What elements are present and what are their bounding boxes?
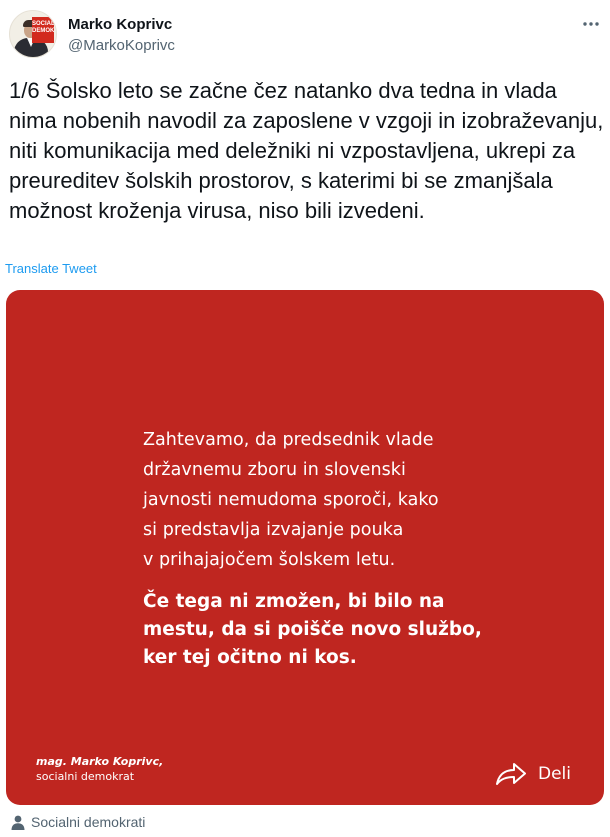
tweet-header — [0, 6, 610, 66]
avatar-badge: SOCIAL DEMOK — [32, 17, 54, 43]
image-card[interactable] — [6, 290, 604, 805]
card-quote-line: javnosti nemudoma sporoči, kako — [143, 490, 439, 510]
tagged-user-label: Socialni demokrati — [31, 814, 146, 830]
card-body — [143, 425, 483, 672]
share-label: Deli — [538, 764, 571, 784]
card-quote — [143, 425, 483, 575]
avatar[interactable] — [9, 10, 57, 58]
signature-name: mag. Marko Koprivc, — [36, 755, 164, 768]
card-bold-line: mestu, da si poišče novo službo, — [143, 619, 482, 640]
tagged-user[interactable] — [11, 812, 145, 832]
card-quote-line: v prihajajočem šolskem letu. — [143, 550, 396, 570]
author-name[interactable]: Marko Koprivc — [68, 16, 173, 33]
card-bold-line: Če tega ni zmožen, bi bilo na — [143, 591, 445, 612]
share-button[interactable] — [494, 758, 571, 790]
card-quote-line: si predstavlja izvajanje pouka — [143, 520, 404, 540]
card-quote-line: Zahtevamo, da predsednik vlade — [143, 430, 434, 450]
more-dots-icon — [582, 21, 600, 27]
translate-tweet-link[interactable]: Translate Tweet — [5, 261, 97, 276]
author-handle[interactable]: @MarkoKoprivc — [68, 37, 175, 54]
more-button[interactable] — [579, 12, 603, 36]
tweet-text: 1/6 Šolsko leto se začne čez natanko dva tedna in vlada nima nobenih navodil za zaposlene v vzgoji in izobraževanju, niti komunikacija med deležniki ni vzpostavljena, ukrepi za preureditev šolskih prostorov, s katerimi bi se zmanjšala možnost kroženja virusa, niso bili izvedeni. — [9, 78, 604, 223]
card-bold-line: ker tej očitno ni kos. — [143, 647, 357, 668]
share-arrow-icon — [494, 761, 528, 787]
card-signature — [36, 755, 163, 785]
card-quote-line: državnemu zboru in slovenski — [143, 460, 406, 480]
card-bold-statement — [143, 588, 483, 672]
person-icon — [11, 815, 25, 830]
signature-role: socialni demokrat — [36, 770, 135, 783]
